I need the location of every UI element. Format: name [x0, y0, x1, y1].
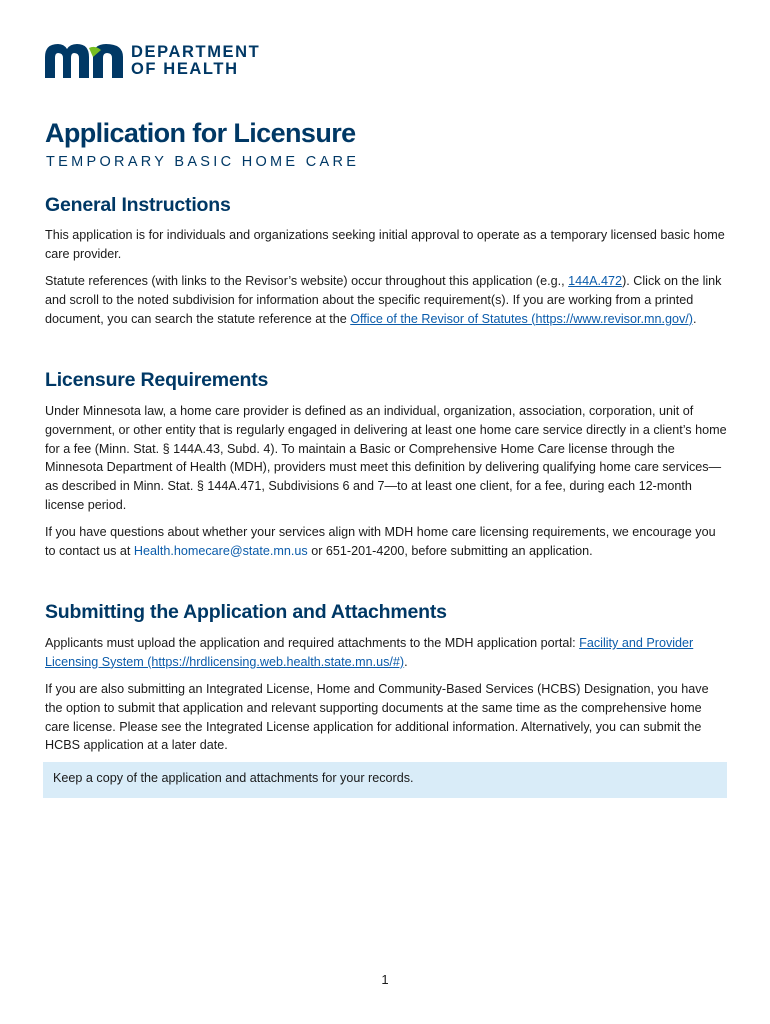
general-instructions-heading: General Instructions — [45, 194, 231, 216]
revisor-of-statutes-link[interactable]: Office of the Revisor of Statutes (https://www.revisor.mn.gov/) — [350, 311, 693, 326]
mdh-logo — [45, 44, 260, 78]
general-paragraph-1: This application is for individuals and organizations seeking initial approval to operate as a temporary licensed basic home care provider. — [45, 228, 725, 261]
page-number: 1 — [381, 972, 389, 987]
submitting-p1-text-1: Applicants must upload the application and required attachments to the MDH application portal: — [45, 636, 580, 650]
general-paragraph-2 — [45, 272, 727, 328]
page-subtitle: TEMPORARY BASIC HOME CARE — [46, 154, 360, 170]
logo-line-2: OF HEALTH — [131, 60, 239, 78]
requirements-p2-text-1: If you have questions about whether your services align with MDH home care licensing requirements, we encourage you to contact us at — [45, 525, 716, 558]
mn-logo-icon — [45, 44, 123, 78]
submitting-heading: Submitting the Application and Attachments — [45, 601, 447, 623]
submitting-paragraph-2: If you are also submitting an Integrated License, Home and Community-Based Services (HCBS) Designation, you have the option to submit that application and relevant supporting documents at the same time as the comprehensive home care license. Please see the Integrated License application for additional information. Alternatively, you can submit the HCBS application at a later date. — [45, 682, 709, 753]
statute-144a472-link[interactable]: 144A.472 — [568, 274, 623, 288]
licensure-requirements-heading: Licensure Requirements — [45, 369, 269, 391]
logo-wordmark — [131, 44, 260, 78]
homecare-email[interactable]: Health.homecare@state.mn.us — [133, 543, 308, 558]
records-callout: Keep a copy of the application and attachments for your records. — [43, 762, 727, 798]
general-p2-text-1: Statute references (with links to the Revisor’s website) occur throughout this application (e.g., — [45, 274, 569, 288]
logo-line-1: DEPARTMENT — [131, 43, 261, 61]
requirements-p2-text-2: or 651-201-4200, before submitting an application. — [307, 543, 593, 558]
submitting-paragraph-1 — [45, 634, 727, 672]
general-p2-text-3: . — [692, 311, 697, 326]
general-p2-text-2: ). Click on the link and scroll to the noted subdivision for information about the specific requirement(s). If you are working from a printed document, you can search the statute reference at the — [45, 274, 722, 326]
requirements-paragraph-1: Under Minnesota law, a home care provider is defined as an individual, organization, association, corporation, unit of government, or other entity that is regularly engaged in delivering at least one home care service directly in a client’s home for a fee (Minn. Stat. § 144A.43, Subd. 4). To maintain a Basic or Comprehensive Home Care license through the Minnesota Department of Health (MDH), providers must meet this definition by delivering qualifying home care services—as described in Minn. Stat. § 144A.471, Subdivisions 6 and 7—to at least one client, for a fee, during each 12-month license period. — [45, 404, 727, 512]
page-title: Application for Licensure — [45, 118, 356, 148]
requirements-paragraph-2 — [45, 523, 727, 561]
submitting-p1-text-2: . — [404, 654, 408, 669]
licensing-system-link[interactable]: Facility and Provider Licensing System (https://hrdlicensing.web.health.state.mn.us/#) — [45, 636, 694, 669]
